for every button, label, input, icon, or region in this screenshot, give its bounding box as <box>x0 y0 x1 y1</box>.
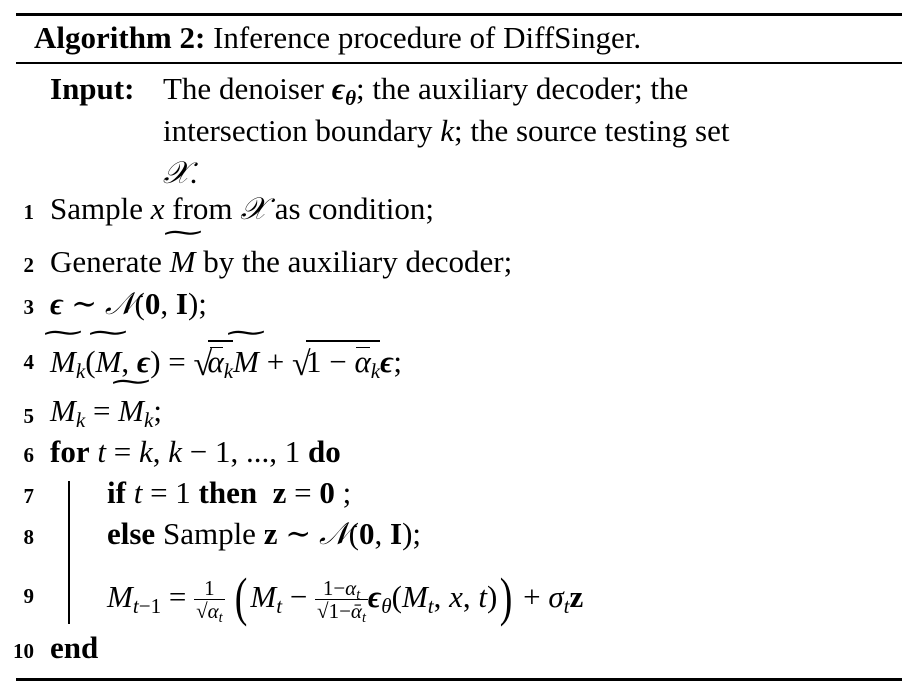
line-number-1: 1 <box>23 200 34 224</box>
step-8-text-a: Sample <box>155 516 264 551</box>
epsilon-theta: $\epsilon_\theta$ <box>331 71 357 110</box>
input-line-3 <box>163 152 853 194</box>
calX-symbol: 𝒳 <box>163 155 190 191</box>
input-text <box>163 68 853 194</box>
input-text-3b: . <box>189 155 198 190</box>
step-3: ϵ ∼ 𝒩(0, I); <box>50 286 207 322</box>
step-7: if t = 1 then z = 0 ; <box>107 475 352 510</box>
input-text-1a: The denoiser <box>163 71 332 106</box>
line-number-2: 2 <box>23 253 34 277</box>
header-rule <box>16 62 902 64</box>
for-keyword: for <box>50 434 90 469</box>
input-label: Input: <box>50 71 135 106</box>
step-5: $M_k$ = ∼ $M_k$; <box>50 393 162 429</box>
bottom-rule <box>16 678 902 681</box>
else-keyword: else <box>107 516 156 551</box>
step-9: $M_{t-1}$ = $\frac{1}{√\alpha_t}$ ($M_t$ − $\frac{1-\alpha_t}{√1-ᾱ_t}$ $\epsilon_\theta(M_t$, x, $t)) + \sigma_tz$ <box>107 567 584 627</box>
step-2: Generate ∼ M by the auxiliary decoder; <box>50 244 512 280</box>
line-number-8: 8 <box>23 525 34 549</box>
loop-body-bar <box>68 481 70 624</box>
step-1: Sample x from 𝒳 as condition; <box>50 191 434 227</box>
then-keyword: then <box>198 475 258 510</box>
step-8: else Sample z ∼ 𝒩(0, I); <box>107 516 421 552</box>
step-1-text-c: as condition; <box>266 191 434 226</box>
line-number-10: 10 <box>13 639 34 663</box>
input-line-2 <box>163 110 853 152</box>
line-number-6: 6 <box>23 443 34 467</box>
line-number-3: 3 <box>23 295 34 319</box>
line-number-9: 9 <box>23 584 34 608</box>
step-1-text-b: from <box>164 191 241 226</box>
end-keyword: end <box>50 630 99 665</box>
algorithm-caption: Inference procedure of DiffSinger. <box>213 20 642 55</box>
input-text-2b: ; the source testing set <box>453 113 730 148</box>
step-1-text-a: Sample <box>50 191 151 226</box>
input-text-1b: ; the auxiliary decoder; the <box>356 71 689 106</box>
algorithm-title <box>34 16 641 60</box>
step-6: for t = k, k − 1, ..., 1 do <box>50 434 341 469</box>
line-number-7: 7 <box>23 484 34 508</box>
line-number-5: 5 <box>23 404 34 428</box>
step-4: ∼ $M_k(\sim$ M, ϵ) = √ $\alpha_k\sim$ M + √ $1 - \alpha_k\epsilon$; <box>50 340 402 380</box>
algorithm-label: Algorithm 2: <box>34 20 206 55</box>
step-10 <box>50 630 98 666</box>
do-keyword: do <box>307 434 341 469</box>
step-2-text-a: Generate <box>50 244 170 279</box>
input-text-2a: intersection boundary <box>163 113 441 148</box>
if-keyword: if <box>107 475 126 510</box>
k-symbol: k <box>440 113 454 148</box>
line-number-4: 4 <box>23 350 34 374</box>
input-line-1 <box>163 68 853 110</box>
step-2-text-b: by the auxiliary decoder; <box>195 244 513 279</box>
